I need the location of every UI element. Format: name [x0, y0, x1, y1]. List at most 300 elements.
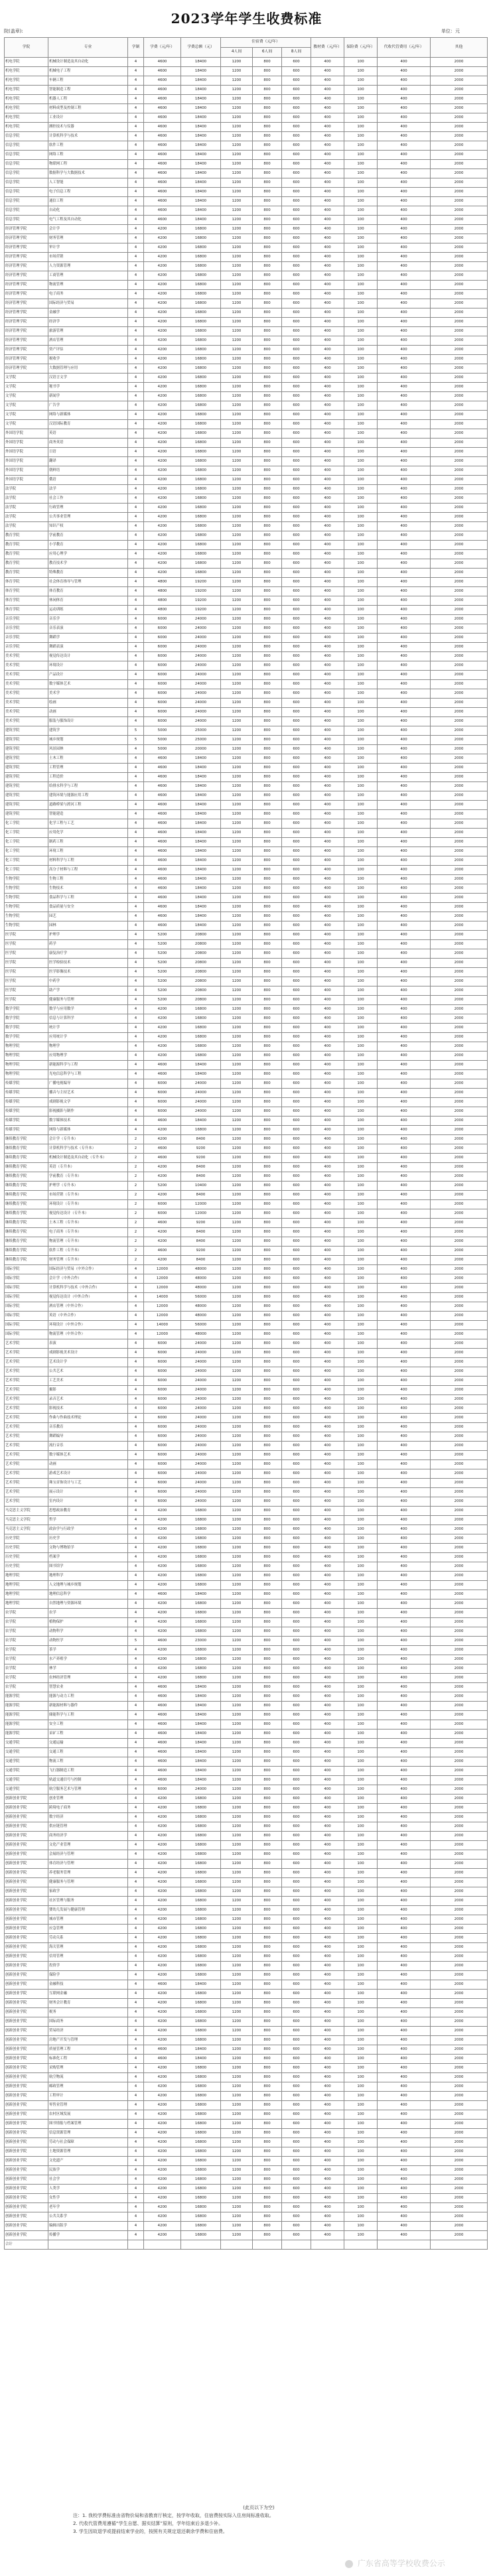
- cell-book-fee: 400: [311, 1711, 344, 1720]
- cell-tuition-total: 8400: [181, 1228, 221, 1237]
- cell-college: 创新创业学院: [5, 2017, 48, 2027]
- cell-dorm-8: 600: [282, 373, 311, 383]
- cell-book-fee: 400: [311, 1525, 344, 1534]
- cell-book-fee: 400: [311, 1980, 344, 1990]
- cell-misc1: 400: [378, 206, 431, 216]
- cell-dorm-6: 800: [253, 1980, 282, 1990]
- table-row: [5, 2045, 488, 2055]
- cell-book-fee: 400: [311, 2203, 344, 2212]
- cell-years: 4: [128, 2064, 144, 2073]
- cell-college: 建筑学院: [5, 736, 48, 745]
- cell-major: 交通运输: [48, 1739, 128, 1748]
- cell-insurance: 100: [344, 2147, 378, 2157]
- cell-years: 4: [128, 1674, 144, 1683]
- cell-tuition: 4200: [144, 2203, 181, 2212]
- table-row: [5, 1126, 488, 1135]
- cell-major: 市场营销（专升本）: [48, 1191, 128, 1200]
- cell-misc1: 400: [378, 243, 431, 253]
- cell-book-fee: 400: [311, 745, 344, 754]
- cell-tuition-total: 24000: [181, 1497, 221, 1507]
- cell-insurance: 100: [344, 1841, 378, 1850]
- cell-dorm-6: 800: [253, 1377, 282, 1386]
- cell-tuition: 4200: [144, 1962, 181, 1971]
- cell-misc1: 400: [378, 2064, 431, 2073]
- cell-major: 统计学: [48, 1024, 128, 1033]
- cell-book-fee: 400: [311, 1423, 344, 1432]
- cell-dorm-4: 1200: [221, 1219, 253, 1228]
- cell-insurance: 100: [344, 875, 378, 884]
- cell-major: 应急管理: [48, 1925, 128, 1934]
- cell-college: 艺术学院: [5, 1488, 48, 1497]
- cell-misc2: 2000: [431, 736, 488, 745]
- cell-dorm-8: 600: [282, 2008, 311, 2017]
- cell-years: 4: [128, 429, 144, 439]
- cell-dorm-4: 1200: [221, 271, 253, 281]
- cell-years: 4: [128, 754, 144, 764]
- cell-dorm-6: 800: [253, 884, 282, 894]
- cell-dorm-4: 1200: [221, 1757, 253, 1767]
- cell-insurance: 100: [344, 1804, 378, 1813]
- cell-tuition: 4600: [144, 216, 181, 225]
- cell-dorm-8: 600: [282, 2082, 311, 2092]
- cell-misc2: 2000: [431, 2147, 488, 2157]
- cell-tuition: 4200: [144, 2101, 181, 2110]
- table-row: [5, 1312, 488, 1321]
- cell-insurance: 100: [344, 921, 378, 931]
- cell-dorm-6: 800: [253, 1154, 282, 1163]
- table-row: [5, 466, 488, 476]
- cell-years: 4: [128, 680, 144, 689]
- cell-insurance: 100: [344, 2017, 378, 2027]
- cell-major: 网络工程: [48, 151, 128, 160]
- cell-dorm-6: 800: [253, 123, 282, 132]
- cell-insurance: 100: [344, 1284, 378, 1293]
- cell-dorm-6: 800: [253, 1191, 282, 1200]
- cell-tuition: 6000: [144, 1497, 181, 1507]
- cell-dorm-4: 1200: [221, 2101, 253, 2110]
- cell-dorm-4: 1200: [221, 940, 253, 949]
- cell-tuition-total: 20800: [181, 977, 221, 986]
- cell-tuition-total: 19200: [181, 578, 221, 587]
- cell-dorm-8: 600: [282, 531, 311, 541]
- cell-book-fee: 400: [311, 1144, 344, 1154]
- cell-dorm-8: 600: [282, 959, 311, 968]
- cell-tuition: 4600: [144, 838, 181, 847]
- cell-dorm-8: 600: [282, 1488, 311, 1497]
- cell-misc2: 2000: [431, 2120, 488, 2129]
- cell-insurance: 100: [344, 132, 378, 141]
- cell-book-fee: 400: [311, 1070, 344, 1079]
- cell-years: 4: [128, 2082, 144, 2092]
- cell-misc1: 400: [378, 373, 431, 383]
- cell-misc2: 2000: [431, 1209, 488, 1219]
- cell-years: 4: [128, 383, 144, 392]
- cell-insurance: 100: [344, 1302, 378, 1312]
- cell-misc2: 2000: [431, 1887, 488, 1897]
- cell-college: 化工学院: [5, 847, 48, 856]
- cell-dorm-8: 600: [282, 1767, 311, 1776]
- cell-misc1: 400: [378, 671, 431, 680]
- cell-tuition: 6000: [144, 1414, 181, 1423]
- cell-tuition: 6000: [144, 671, 181, 680]
- cell-book-fee: 400: [311, 569, 344, 578]
- table-row: [5, 299, 488, 308]
- cell-dorm-8: 600: [282, 151, 311, 160]
- cell-book-fee: 400: [311, 504, 344, 513]
- cell-insurance: 100: [344, 1330, 378, 1339]
- cell-college: 能源学院: [5, 1692, 48, 1702]
- cell-misc2: 2000: [431, 1228, 488, 1237]
- cell-book-fee: 400: [311, 401, 344, 411]
- cell-insurance: 100: [344, 1507, 378, 1516]
- cell-book-fee: 400: [311, 1219, 344, 1228]
- table-row: [5, 336, 488, 346]
- cell-college: 能源学院: [5, 1729, 48, 1739]
- cell-years: 4: [128, 2231, 144, 2240]
- cell-major: 小学教育: [48, 541, 128, 550]
- cell-insurance: 100: [344, 559, 378, 569]
- cell-dorm-8: 600: [282, 1860, 311, 1869]
- cell-major: 影视技术: [48, 1404, 128, 1414]
- cell-misc2: 2000: [431, 178, 488, 188]
- cell-dorm-6: 800: [253, 58, 282, 67]
- cell-dorm-6: 800: [253, 318, 282, 327]
- table-row: [5, 2157, 488, 2166]
- cell-tuition-total: 24000: [181, 1432, 221, 1442]
- cell-years: 4: [128, 1971, 144, 1980]
- cell-tuition: 6000: [144, 1358, 181, 1367]
- cell-major: 文化遗产: [48, 2157, 128, 2166]
- cell-book-fee: 400: [311, 439, 344, 448]
- cell-misc2: 2000: [431, 1117, 488, 1126]
- cell-major: 汉语言文学: [48, 373, 128, 383]
- cell-dorm-6: 800: [253, 253, 282, 262]
- cell-tuition-total: 18400: [181, 123, 221, 132]
- cell-major: 材料科学与工程: [48, 856, 128, 866]
- table-row: [5, 1172, 488, 1182]
- cell-insurance: 100: [344, 726, 378, 736]
- cell-misc1: 400: [378, 578, 431, 587]
- cell-dorm-4: 1200: [221, 234, 253, 243]
- cell-misc1: 400: [378, 2166, 431, 2175]
- cell-misc2: 2000: [431, 132, 488, 141]
- cell-major: 药学: [48, 940, 128, 949]
- table-row: [5, 1228, 488, 1237]
- cell-book-fee: 400: [311, 550, 344, 559]
- cell-misc1: 400: [378, 1302, 431, 1312]
- cell-insurance: 100: [344, 1451, 378, 1460]
- cell-dorm-4: 1200: [221, 1534, 253, 1544]
- cell-dorm-8: 600: [282, 1544, 311, 1553]
- cell-years: 4: [128, 1339, 144, 1349]
- cell-dorm-4: 1200: [221, 1191, 253, 1200]
- cell-dorm-4: 1200: [221, 1265, 253, 1274]
- cell-misc2: 2000: [431, 2036, 488, 2045]
- cell-dorm-8: 600: [282, 1154, 311, 1163]
- cell-tuition: 4200: [144, 1228, 181, 1237]
- cell-tuition: 6000: [144, 1209, 181, 1219]
- cell-college: 经济管理学院: [5, 318, 48, 327]
- cell-dorm-8: 600: [282, 661, 311, 671]
- cell-years: 4: [128, 541, 144, 550]
- cell-insurance: 100: [344, 2175, 378, 2185]
- cell-tuition-total: 16800: [181, 299, 221, 308]
- cell-insurance: 100: [344, 801, 378, 810]
- cell-book-fee: 400: [311, 699, 344, 708]
- cell-misc2: 2000: [431, 1516, 488, 1525]
- cell-book-fee: 400: [311, 76, 344, 86]
- cell-book-fee: 400: [311, 2017, 344, 2027]
- cell-college: 医学院: [5, 949, 48, 959]
- cell-dorm-6: 800: [253, 1822, 282, 1832]
- cell-dorm-8: 600: [282, 968, 311, 977]
- cell-tuition: 4200: [144, 1033, 181, 1042]
- cell-misc2: 2000: [431, 141, 488, 151]
- cell-tuition-total: 16800: [181, 2222, 221, 2231]
- cell-insurance: 100: [344, 1962, 378, 1971]
- cell-dorm-4: 1200: [221, 1293, 253, 1302]
- table-row: [5, 986, 488, 996]
- cell-dorm-8: 600: [282, 996, 311, 1005]
- cell-tuition-total: 18400: [181, 829, 221, 838]
- cell-dorm-4: 1200: [221, 1098, 253, 1107]
- cell-dorm-8: 600: [282, 1683, 311, 1692]
- cell-years: 4: [128, 308, 144, 318]
- cell-misc2: 2000: [431, 2082, 488, 2092]
- cell-dorm-6: 800: [253, 894, 282, 903]
- cell-tuition: 4200: [144, 485, 181, 494]
- cell-years: 4: [128, 1525, 144, 1534]
- cell-book-fee: 400: [311, 1497, 344, 1507]
- cell-book-fee: 400: [311, 457, 344, 466]
- cell-major: 道路桥梁与渡河工程: [48, 801, 128, 810]
- table-row: [5, 921, 488, 931]
- cell-insurance: 100: [344, 281, 378, 290]
- cell-book-fee: 400: [311, 1469, 344, 1479]
- cell-misc2: 2000: [431, 968, 488, 977]
- cell-misc1: 400: [378, 782, 431, 791]
- cell-tuition-total: 24000: [181, 717, 221, 726]
- cell-dorm-8: 600: [282, 1692, 311, 1702]
- cell-dorm-8: 600: [282, 58, 311, 67]
- cell-years: 2: [128, 1182, 144, 1191]
- cell-misc1: 400: [378, 1739, 431, 1748]
- cell-dorm-8: 600: [282, 1358, 311, 1367]
- cell-years: 4: [128, 2194, 144, 2203]
- cell-years: 4: [128, 1562, 144, 1572]
- cell-insurance: 100: [344, 773, 378, 782]
- cell-misc1: 400: [378, 1553, 431, 1562]
- cell-years: 4: [128, 1609, 144, 1618]
- cell-misc2: 2000: [431, 290, 488, 299]
- cell-major: 应用统计学: [48, 1033, 128, 1042]
- cell-insurance: 100: [344, 838, 378, 847]
- cell-college: 经济管理学院: [5, 243, 48, 253]
- cell-misc2: 2000: [431, 624, 488, 634]
- cell-dorm-6: 800: [253, 1572, 282, 1581]
- cell-major: 物流工程: [48, 1757, 128, 1767]
- cell-dorm-6: 800: [253, 1739, 282, 1748]
- cell-dorm-8: 600: [282, 299, 311, 308]
- cell-tuition: 4200: [144, 1562, 181, 1572]
- cell-tuition: 4200: [144, 2185, 181, 2194]
- table-row: [5, 829, 488, 838]
- cell-dorm-6: 800: [253, 1488, 282, 1497]
- table-row: [5, 1646, 488, 1655]
- cell-tuition-total: 16800: [181, 308, 221, 318]
- cell-dorm-4: 1200: [221, 2045, 253, 2055]
- cell-dorm-6: 800: [253, 1544, 282, 1553]
- table-row: [5, 1776, 488, 1785]
- cell-dorm-8: 600: [282, 1312, 311, 1321]
- cell-misc2: 2000: [431, 1637, 488, 1646]
- cell-major: 新能源材料与器件: [48, 1702, 128, 1711]
- cell-major: 建筑环境与能源应用工程: [48, 791, 128, 801]
- cell-misc1: 400: [378, 866, 431, 875]
- cell-insurance: 100: [344, 1943, 378, 1952]
- cell-years: 4: [128, 587, 144, 596]
- cell-book-fee: 400: [311, 522, 344, 531]
- table-row: [5, 1822, 488, 1832]
- cell-dorm-4: 1200: [221, 2110, 253, 2120]
- cell-book-fee: 400: [311, 151, 344, 160]
- cell-dorm-6: 800: [253, 996, 282, 1005]
- cell-tuition: 6000: [144, 1460, 181, 1469]
- cell-misc2: 2000: [431, 1423, 488, 1432]
- cell-insurance: 100: [344, 1646, 378, 1655]
- cell-insurance: 100: [344, 1219, 378, 1228]
- cell-college: 经济管理学院: [5, 290, 48, 299]
- cell-book-fee: 400: [311, 1005, 344, 1014]
- cell-dorm-4: 1200: [221, 262, 253, 271]
- cell-tuition-total: 16800: [181, 1925, 221, 1934]
- cell-insurance: 100: [344, 2110, 378, 2120]
- cell-misc2: 2000: [431, 587, 488, 596]
- cell-tuition-total: 18400: [181, 838, 221, 847]
- table-row: [5, 2036, 488, 2045]
- cell-dorm-8: 600: [282, 1302, 311, 1312]
- cell-tuition-total: 18400: [181, 819, 221, 829]
- cell-dorm-6: 800: [253, 791, 282, 801]
- cell-college: 地理学院: [5, 1572, 48, 1581]
- cell-misc2: 2000: [431, 299, 488, 308]
- cell-tuition-total: 18400: [181, 866, 221, 875]
- table-row: [5, 1321, 488, 1330]
- cell-book-fee: 400: [311, 1182, 344, 1191]
- cell-insurance: 100: [344, 383, 378, 392]
- cell-major: 产品设计: [48, 671, 128, 680]
- cell-dorm-4: 1200: [221, 123, 253, 132]
- cell-major: 电子商务: [48, 290, 128, 299]
- cell-dorm-4: 1200: [221, 141, 253, 151]
- cell-tuition-total: 16800: [181, 225, 221, 234]
- cell-tuition: 4200: [144, 1135, 181, 1144]
- cell-dorm-8: 600: [282, 1757, 311, 1767]
- cell-dorm-6: 800: [253, 2194, 282, 2203]
- cell-years: 4: [128, 466, 144, 476]
- cell-dorm-6: 800: [253, 2129, 282, 2138]
- cell-dorm-4: 1200: [221, 2027, 253, 2036]
- cell-dorm-4: 1200: [221, 634, 253, 643]
- cell-misc2: 2000: [431, 2027, 488, 2036]
- cell-misc2: 2000: [431, 1962, 488, 1971]
- cell-dorm-4: 1200: [221, 2231, 253, 2240]
- cell-dorm-4: 1200: [221, 550, 253, 559]
- cell-insurance: 100: [344, 1033, 378, 1042]
- cell-major: 劳动关系: [48, 1934, 128, 1943]
- cell-misc1: 400: [378, 522, 431, 531]
- cell-dorm-6: 800: [253, 1098, 282, 1107]
- cell-major: 社会工作: [48, 494, 128, 504]
- cell-dorm-8: 600: [282, 1051, 311, 1061]
- table-row: [5, 1497, 488, 1507]
- cell-dorm-8: 600: [282, 2045, 311, 2055]
- cell-major: 流行音乐: [48, 1442, 128, 1451]
- cell-tuition-total: 19200: [181, 596, 221, 606]
- cell-years: 4: [128, 569, 144, 578]
- cell-tuition: 4200: [144, 281, 181, 290]
- cell-major: 机械电子工程: [48, 67, 128, 76]
- cell-dorm-4: 1200: [221, 188, 253, 197]
- cell-insurance: 100: [344, 986, 378, 996]
- cell-misc1: 400: [378, 1182, 431, 1191]
- cell-misc1: 400: [378, 1507, 431, 1516]
- cell-major: 历史学: [48, 1534, 128, 1544]
- cell-dorm-4: 1200: [221, 1228, 253, 1237]
- cell-major: 学前教育: [48, 531, 128, 541]
- cell-tuition-total: 19200: [181, 606, 221, 615]
- cell-book-fee: 400: [311, 513, 344, 522]
- cell-major: 女性学: [48, 2194, 128, 2203]
- cell-major: 秘书学: [48, 383, 128, 392]
- cell-book-fee: 400: [311, 104, 344, 113]
- cell-book-fee: 400: [311, 531, 344, 541]
- cell-years: 4: [128, 206, 144, 216]
- cell-dorm-6: 800: [253, 912, 282, 921]
- cell-college: 艺术学院: [5, 1414, 48, 1423]
- cell-major: 交通工程: [48, 1748, 128, 1757]
- cell-tuition-total: 16800: [181, 2175, 221, 2185]
- cell-dorm-8: 600: [282, 178, 311, 188]
- cell-college: 创新创业学院: [5, 1813, 48, 1822]
- cell-tuition-total: 16800: [181, 1655, 221, 1664]
- cell-insurance: 100: [344, 392, 378, 401]
- cell-dorm-6: 800: [253, 643, 282, 652]
- cell-book-fee: 400: [311, 1906, 344, 1915]
- cell-major: 新能源科学与工程: [48, 1061, 128, 1070]
- cell-college: 创新创业学院: [5, 1962, 48, 1971]
- table-row: [5, 569, 488, 578]
- cell-dorm-4: 1200: [221, 1906, 253, 1915]
- cell-tuition: 4600: [144, 123, 181, 132]
- cell-tuition: 4200: [144, 541, 181, 550]
- cell-insurance: 100: [344, 1488, 378, 1497]
- cell-misc1: 400: [378, 216, 431, 225]
- cell-major: 机器人工程: [48, 95, 128, 104]
- cell-misc1: 400: [378, 1729, 431, 1739]
- cell-misc1: 400: [378, 1897, 431, 1906]
- cell-dorm-6: 800: [253, 1934, 282, 1943]
- cell-tuition-total: 18400: [181, 95, 221, 104]
- cell-misc1: 400: [378, 178, 431, 188]
- cell-tuition-total: 18400: [181, 791, 221, 801]
- cell-misc2: 2000: [431, 2175, 488, 2185]
- cell-college: 继续教育学院: [5, 1154, 48, 1163]
- cell-years: 4: [128, 1795, 144, 1804]
- cell-dorm-6: 800: [253, 2222, 282, 2231]
- cell-misc1: 400: [378, 903, 431, 912]
- cell-tuition: 4600: [144, 1061, 181, 1070]
